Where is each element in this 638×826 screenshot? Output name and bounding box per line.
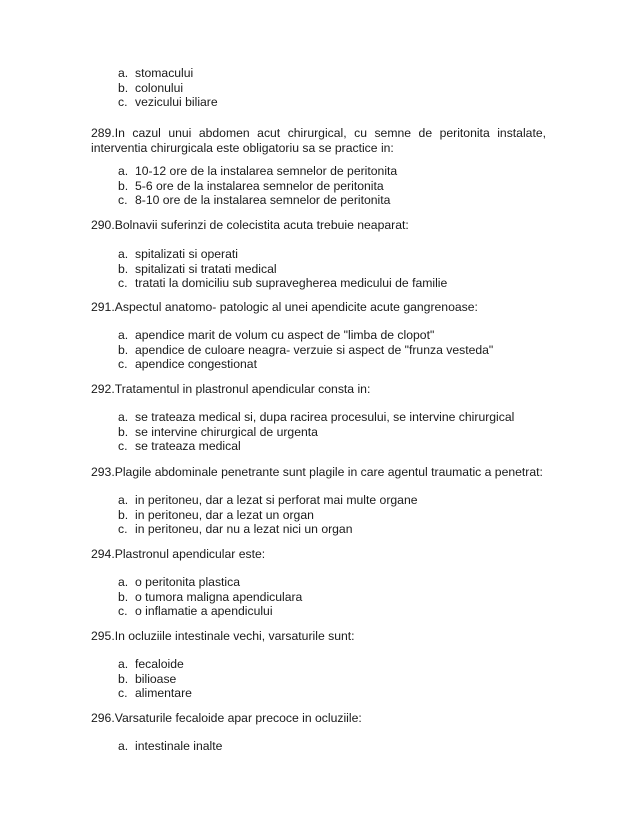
option-letter: a. xyxy=(118,493,129,507)
question-text: 289.In cazul unui abdomen acut chirurgical, cu semne de peritonita instalate, interventia chirurgicala este obligatoriu sa se practice in: xyxy=(91,126,546,155)
option-text: fecaloide xyxy=(135,657,184,671)
option-text: 10-12 ore de la instalarea semnelor de peritonita xyxy=(135,164,398,178)
question-text: 291.Aspectul anatomo- patologic al unei apendicite acute gangrenoase: xyxy=(91,300,478,314)
answer-option xyxy=(118,739,222,754)
answer-list xyxy=(118,328,493,372)
option-text: tratati la domiciliu sub supravegherea medicului de familie xyxy=(135,276,448,290)
answer-list xyxy=(118,247,447,291)
option-letter: c. xyxy=(118,193,128,207)
question-text: 292.Tratamentul in plastronul apendicular consta in: xyxy=(91,382,371,396)
question-text: 290.Bolnavii suferinzi de colecistita acuta trebuie neaparat: xyxy=(91,218,409,232)
option-letter: b. xyxy=(118,261,129,276)
option-text: stomacului xyxy=(135,66,194,80)
answer-list xyxy=(118,164,397,208)
option-letter: a. xyxy=(118,657,129,671)
option-letter: a. xyxy=(118,410,129,424)
option-text: alimentare xyxy=(135,686,192,700)
question-text: 294.Plastronul apendicular este: xyxy=(91,547,266,561)
option-letter: c. xyxy=(118,357,128,371)
question-text: 296.Varsaturile fecaloide apar precoce in ocluziile: xyxy=(91,711,362,725)
option-letter: c. xyxy=(118,276,128,290)
answer-list xyxy=(118,493,418,537)
answer-option xyxy=(118,604,302,619)
option-letter: a. xyxy=(118,328,129,342)
option-letter: b. xyxy=(118,507,129,522)
answer-option xyxy=(118,425,514,440)
answer-list xyxy=(118,575,302,619)
option-letter: a. xyxy=(118,164,129,178)
option-text: o inflamatie a apendicului xyxy=(135,604,273,618)
option-text: bilioase xyxy=(135,671,177,686)
answer-option xyxy=(118,247,447,262)
option-text: o peritonita plastica xyxy=(135,575,241,589)
option-text: se trateaza medical si, dupa racirea procesului, se intervine chirurgical xyxy=(135,410,515,424)
answer-list xyxy=(118,410,514,454)
option-text: intestinale inalte xyxy=(135,739,223,753)
answer-option xyxy=(118,179,397,194)
answer-option xyxy=(118,672,192,687)
option-text: spitalizati si tratati medical xyxy=(135,261,277,276)
option-text: se intervine chirurgical de urgenta xyxy=(135,424,318,439)
answer-option xyxy=(118,686,192,701)
option-letter: b. xyxy=(118,178,129,193)
answer-option xyxy=(118,262,447,277)
answer-list xyxy=(118,739,222,754)
answer-option xyxy=(118,95,218,110)
option-text: se trateaza medical xyxy=(135,439,241,453)
option-letter: c. xyxy=(118,95,128,109)
option-text: vezicului biliare xyxy=(135,95,218,109)
option-letter: a. xyxy=(118,575,129,589)
answer-option xyxy=(118,193,397,208)
answer-list xyxy=(118,657,192,701)
answer-option xyxy=(118,66,218,81)
answer-option xyxy=(118,522,418,537)
option-letter: b. xyxy=(118,671,129,686)
option-letter: b. xyxy=(118,80,129,95)
answer-option xyxy=(118,439,514,454)
answer-option xyxy=(118,328,493,343)
option-text: 5-6 ore de la instalarea semnelor de peritonita xyxy=(135,178,384,193)
option-letter: c. xyxy=(118,686,128,700)
option-text: in peritoneu, dar a lezat si perforat mai multe organe xyxy=(135,493,418,507)
option-letter: c. xyxy=(118,604,128,618)
answer-option xyxy=(118,410,514,425)
answer-option xyxy=(118,590,302,605)
answer-option xyxy=(118,508,418,523)
option-text: 8-10 ore de la instalarea semnelor de peritonita xyxy=(135,193,391,207)
option-letter: a. xyxy=(118,66,129,80)
question-text: 293.Plagile abdominale penetrante sunt plagile in care agentul traumatic a penetrat: xyxy=(91,465,543,479)
answer-option xyxy=(118,357,493,372)
option-text: spitalizati si operati xyxy=(135,247,238,261)
option-letter: a. xyxy=(118,247,129,261)
option-text: in peritoneu, dar nu a lezat nici un organ xyxy=(135,522,353,536)
answer-option xyxy=(118,493,418,508)
option-text: in peritoneu, dar a lezat un organ xyxy=(135,507,314,522)
option-text: o tumora maligna apendiculara xyxy=(135,589,303,604)
answer-option xyxy=(118,81,218,96)
option-letter: a. xyxy=(118,739,129,753)
option-letter: b. xyxy=(118,589,129,604)
option-letter: b. xyxy=(118,342,129,357)
answer-option xyxy=(118,575,302,590)
option-text: colonului xyxy=(135,80,184,95)
option-letter: c. xyxy=(118,522,128,536)
answer-option xyxy=(118,657,192,672)
answer-list xyxy=(118,66,218,110)
answer-option xyxy=(118,343,493,358)
answer-option xyxy=(118,276,447,291)
option-text: apendice marit de volum cu aspect de "limba de clopot" xyxy=(135,328,435,342)
option-text: apendice de culoare neagra- verzuie si aspect de "frunza vestedа" xyxy=(135,342,494,357)
answer-option xyxy=(118,164,397,179)
question-text: 295.In ocluziile intestinale vechi, varsaturile sunt: xyxy=(91,629,355,643)
option-text: apendice congestionat xyxy=(135,357,257,371)
option-letter: b. xyxy=(118,424,129,439)
option-letter: c. xyxy=(118,439,128,453)
